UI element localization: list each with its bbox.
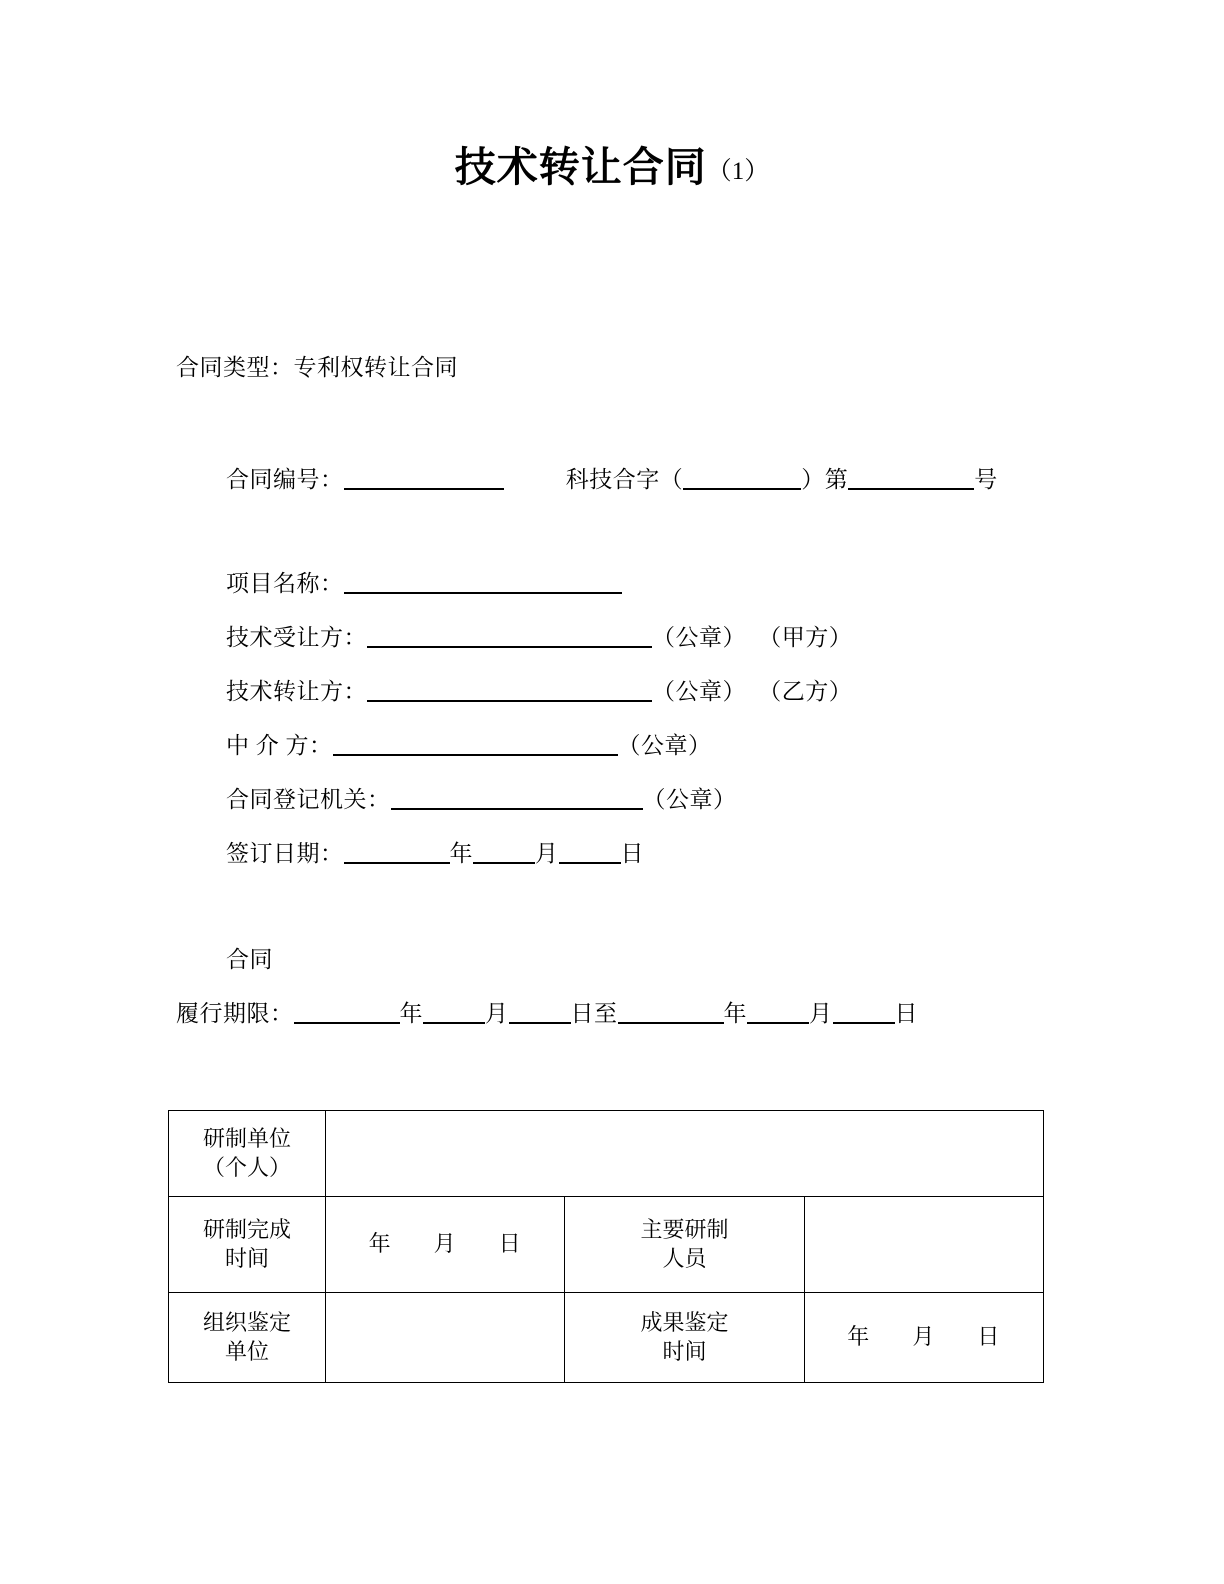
contract-word-line: 合同 xyxy=(226,947,273,972)
term-start-day-blank[interactable] xyxy=(509,1002,571,1024)
transferor-blank[interactable] xyxy=(367,680,652,702)
table-row xyxy=(169,1111,1044,1197)
cell-label-line1: 研制单位 xyxy=(202,1126,291,1152)
term-end-year-unit: 年 xyxy=(723,1001,747,1026)
term-start-year-blank[interactable] xyxy=(294,1002,400,1024)
day-unit: 日 xyxy=(498,1231,522,1257)
ymd-group xyxy=(847,1323,1000,1351)
transferee-label: 技术受让方： xyxy=(226,625,367,650)
term-start-month-unit: 月 xyxy=(485,1001,509,1026)
term-end-day-unit: 日 xyxy=(894,1001,918,1026)
page-title-main: 技术转让合同 xyxy=(454,144,707,190)
registry-code-suffix: 号 xyxy=(974,467,998,492)
registry-code-middle: ）第 xyxy=(801,467,849,492)
term-end-day-blank[interactable] xyxy=(833,1002,895,1024)
sign-date-row xyxy=(226,842,644,865)
contract-number-blank[interactable] xyxy=(344,468,504,490)
year-unit: 年 xyxy=(368,1231,392,1257)
cell-label-developer-unit xyxy=(169,1111,326,1197)
transferor-label: 技术转让方： xyxy=(226,679,367,704)
contract-type-line: 合同类型：专利权转让合同 xyxy=(176,355,458,380)
research-info-table xyxy=(168,1110,1044,1383)
sign-date-month-unit: 月 xyxy=(535,841,559,866)
transferee-blank[interactable] xyxy=(367,626,652,648)
project-name-row xyxy=(226,572,622,595)
table-row xyxy=(169,1293,1044,1383)
cell-value-appraisal-time[interactable] xyxy=(804,1293,1043,1383)
intermediary-blank[interactable] xyxy=(333,734,618,756)
intermediary-row xyxy=(226,734,712,757)
sign-date-day-unit: 日 xyxy=(620,841,644,866)
term-end-month-unit: 月 xyxy=(809,1001,833,1026)
page-title-suffix: （1） xyxy=(706,158,770,185)
registry-code-blank[interactable] xyxy=(683,468,801,490)
cell-label-line2: 时间 xyxy=(224,1245,269,1271)
sign-date-month-blank[interactable] xyxy=(473,842,535,864)
term-start-year-unit: 年 xyxy=(399,1001,423,1026)
cell-label-line2: 人员 xyxy=(662,1245,707,1271)
registry-number-blank[interactable] xyxy=(848,468,974,490)
contract-number-row xyxy=(226,468,998,491)
cell-label-main-researchers xyxy=(565,1197,804,1293)
cell-label-line1: 研制完成 xyxy=(202,1217,291,1243)
cell-value-completion-time[interactable] xyxy=(326,1197,565,1293)
cell-value-appraisal-org[interactable] xyxy=(326,1293,565,1383)
sign-date-label: 签订日期： xyxy=(226,841,344,866)
intermediary-label: 中 介 方： xyxy=(226,733,333,758)
registry-authority-blank[interactable] xyxy=(391,788,643,810)
ymd-group xyxy=(369,1230,522,1258)
month-unit: 月 xyxy=(912,1324,936,1350)
sign-date-year-blank[interactable] xyxy=(344,842,450,864)
term-label: 履行期限： xyxy=(176,1001,294,1026)
cell-label-line2: （个人） xyxy=(202,1154,291,1180)
cell-label-line2: 单位 xyxy=(224,1338,269,1364)
transferor-party-label: （乙方） xyxy=(758,679,853,704)
term-start-month-blank[interactable] xyxy=(423,1002,485,1024)
term-end-year-blank[interactable] xyxy=(618,1002,724,1024)
sign-date-year-unit: 年 xyxy=(449,841,473,866)
cell-label-line1: 成果鉴定 xyxy=(640,1310,729,1336)
cell-label-line1: 主要研制 xyxy=(640,1217,729,1243)
term-end-month-blank[interactable] xyxy=(747,1002,809,1024)
sign-date-day-blank[interactable] xyxy=(559,842,621,864)
registry-code-prefix: 科技合字（ xyxy=(565,467,684,492)
cell-label-appraisal-time xyxy=(565,1293,804,1383)
year-unit: 年 xyxy=(847,1324,871,1350)
project-name-label: 项目名称： xyxy=(226,571,344,596)
day-unit: 日 xyxy=(977,1324,1001,1350)
cell-label-completion-time xyxy=(169,1197,326,1293)
transferor-row xyxy=(226,680,852,703)
transferee-party-label: （甲方） xyxy=(758,625,853,650)
term-row xyxy=(176,1002,918,1025)
cell-value-developer-unit[interactable] xyxy=(326,1111,1044,1197)
cell-value-main-researchers[interactable] xyxy=(804,1197,1043,1293)
transferee-seal-label: （公章） xyxy=(652,625,746,650)
cell-label-appraisal-org xyxy=(169,1293,326,1383)
registry-authority-row xyxy=(226,788,737,811)
transferee-row xyxy=(226,626,852,649)
registry-authority-seal-label: （公章） xyxy=(642,787,737,812)
cell-label-line2: 时间 xyxy=(662,1338,707,1364)
page-title xyxy=(0,134,1224,193)
contract-number-label: 合同编号： xyxy=(226,467,344,492)
cell-label-line1: 组织鉴定 xyxy=(202,1310,291,1336)
term-start-day-unit: 日至 xyxy=(570,1001,618,1026)
registry-authority-label: 合同登记机关： xyxy=(226,787,391,812)
table-row xyxy=(169,1197,1044,1293)
transferor-seal-label: （公章） xyxy=(652,679,746,704)
project-name-blank[interactable] xyxy=(344,572,622,594)
month-unit: 月 xyxy=(433,1231,457,1257)
intermediary-seal-label: （公章） xyxy=(617,733,712,758)
